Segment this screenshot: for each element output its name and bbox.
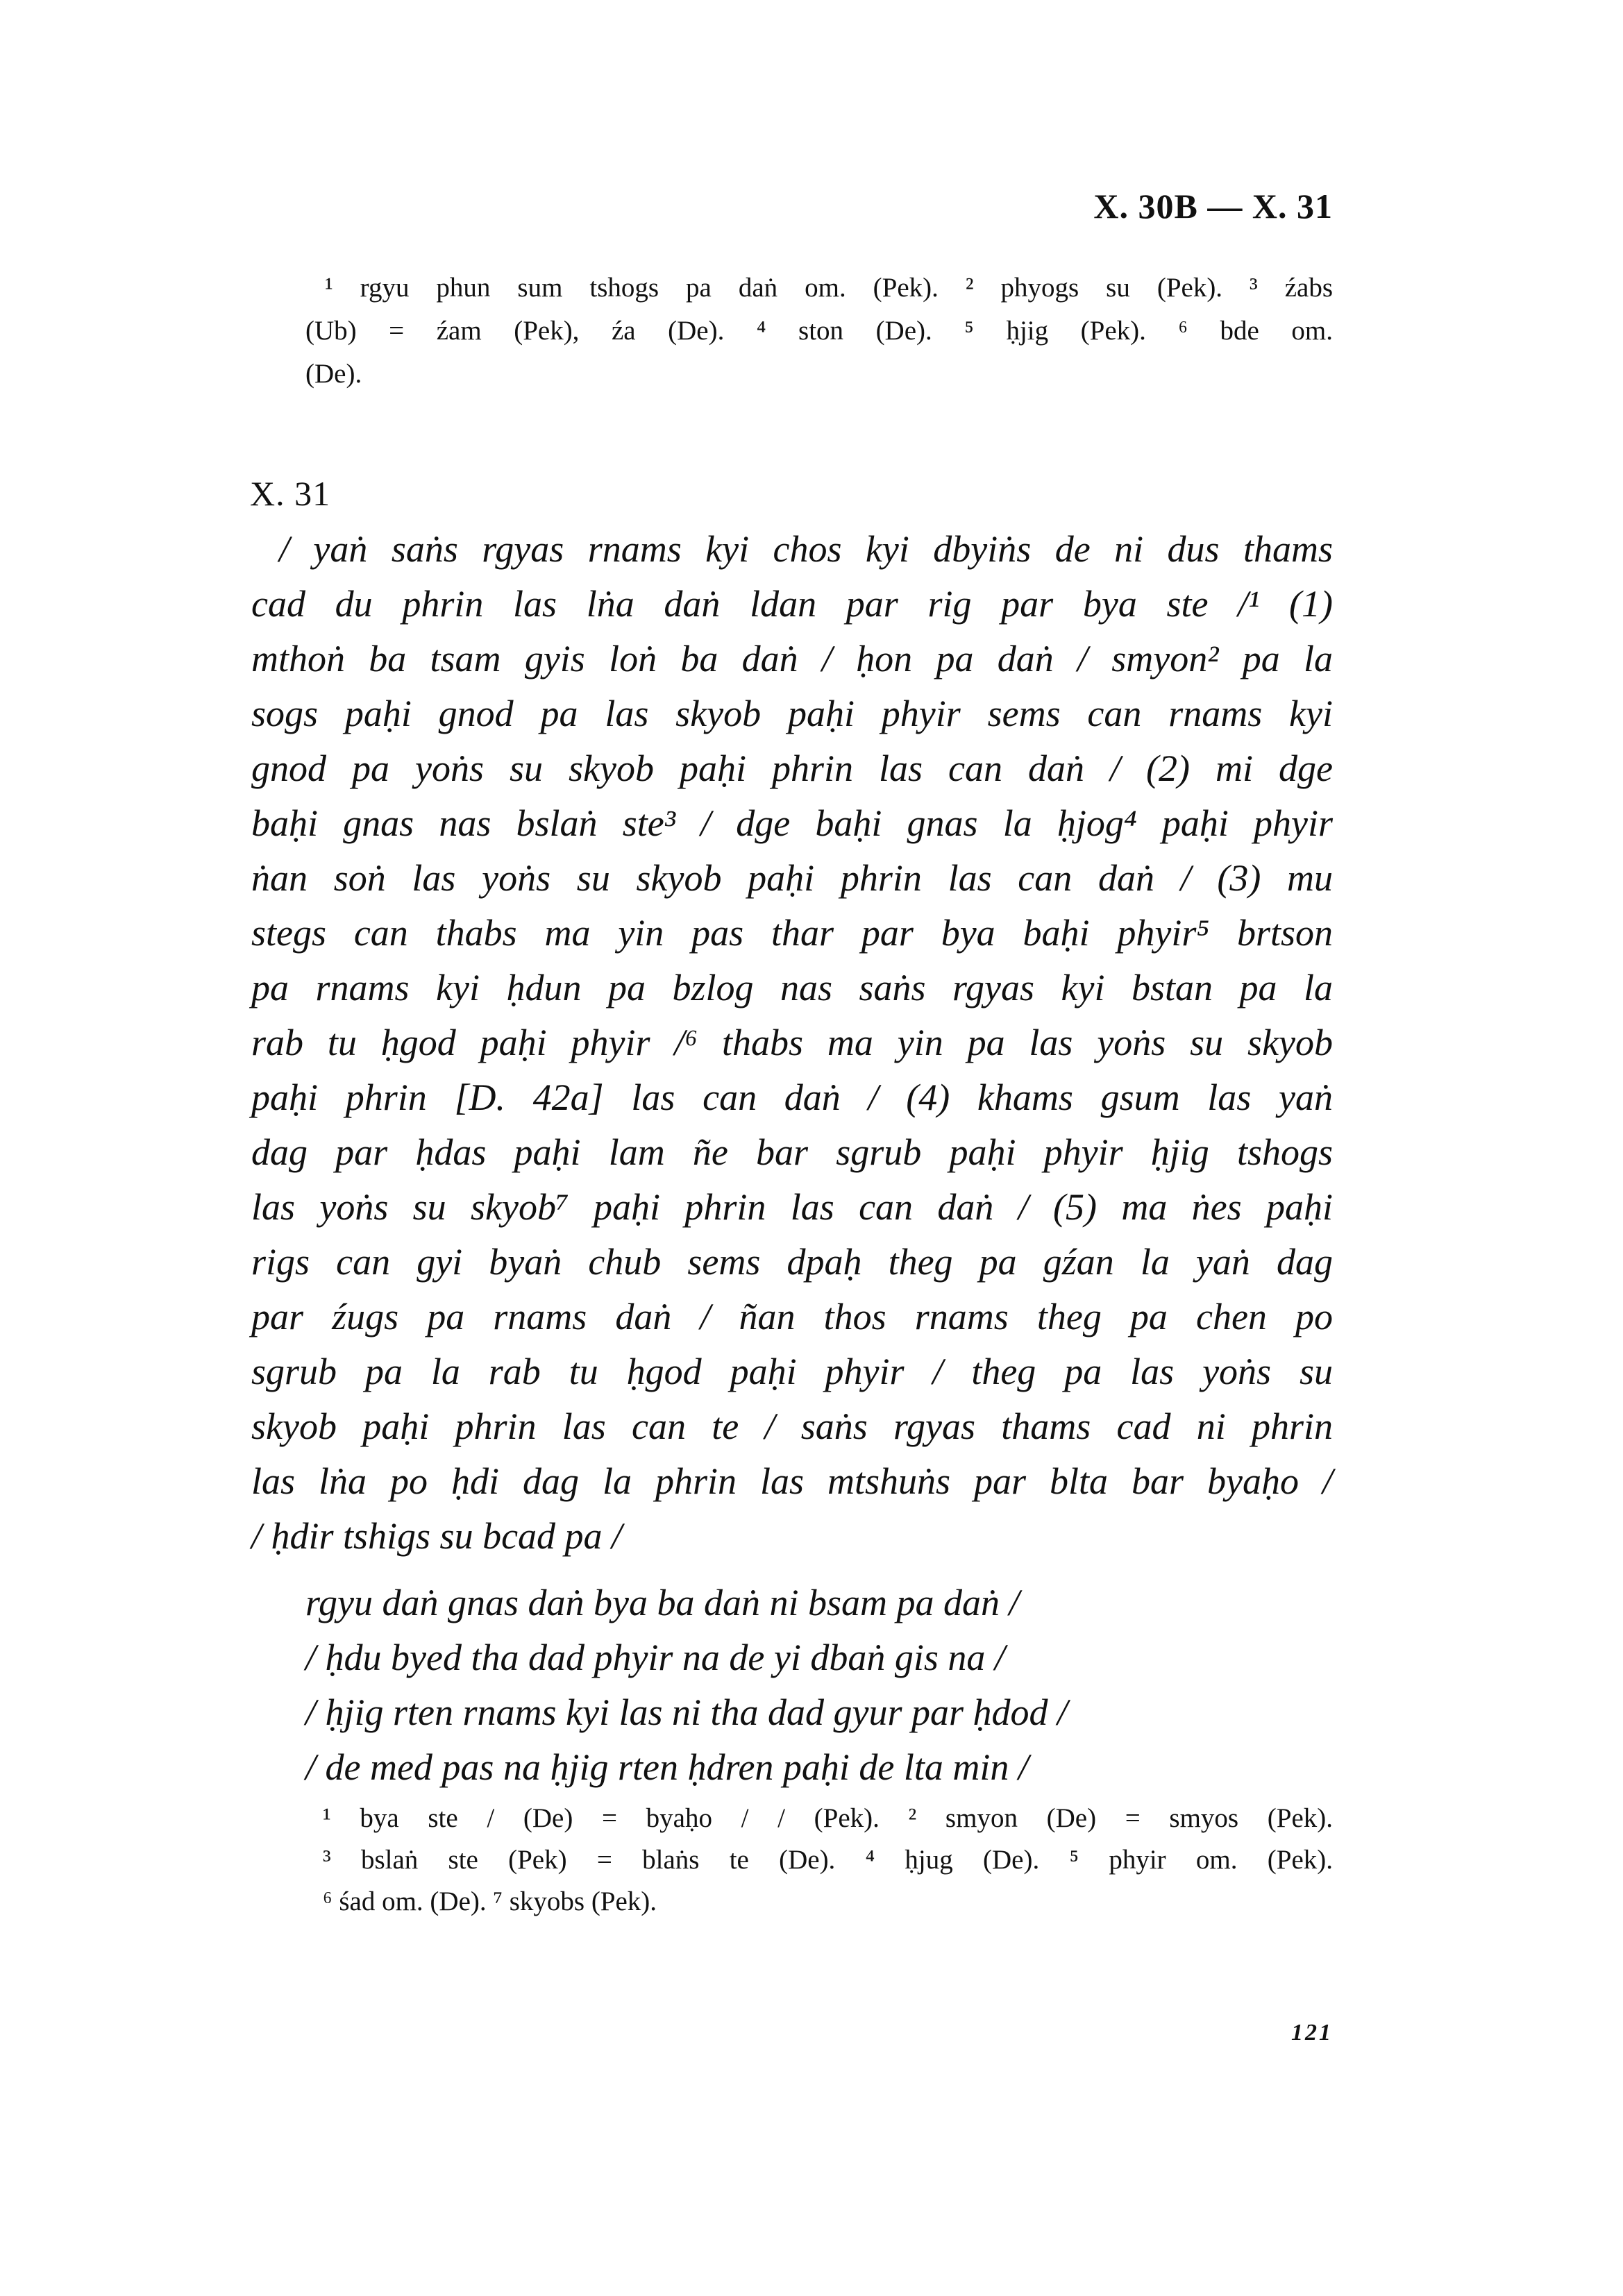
text-line: / ḥdir tshigs su bcad pa / <box>251 1515 623 1557</box>
page-number: 121 <box>1291 2020 1333 2045</box>
footnote-line: (Ub) = źam (Pek), źa (De). ⁴ ston (De). ⁵ ḥjig (Pek). ⁶ bde om. <box>305 316 1333 346</box>
text-line: gnod pa yoṅs su skyob paḥi phrin las can daṅ / (2) mi dge <box>251 748 1333 789</box>
verse-line: / ḥjig rten rnams kyi las ni tha dad gyur par ḥdod / <box>305 1691 1068 1733</box>
footnote-line: ¹ rgyu phun sum tshogs pa daṅ om. (Pek). ² phyogs su (Pek). ³ źabs <box>325 273 1333 303</box>
section-title: X. 31 <box>250 474 331 513</box>
text-line: sgrub pa la rab tu ḥgod paḥi phyir / theg pa las yoṅs su <box>251 1351 1333 1392</box>
verse-block <box>305 1576 1333 1795</box>
text-line: skyob paḥi phrin las can te / saṅs rgyas thams cad ni phrin <box>251 1406 1333 1447</box>
text-line: cad du phrin las lṅa daṅ ldan par rig par bya ste /¹ (1) <box>251 583 1333 625</box>
footnote-line: ¹ bya ste / (De) = byaḥo / / (Pek). ² smyon (De) = smyos (Pek). <box>323 1803 1333 1833</box>
main-text <box>251 522 1333 1564</box>
text-line: las yoṅs su skyob⁷ paḥi phrin las can daṅ / (5) ma ṅes paḥi <box>251 1186 1333 1228</box>
text-line: baḥi gnas nas bslaṅ ste³ / dge baḥi gnas la ḥjog⁴ paḥi phyir <box>251 802 1333 844</box>
verse-line: rgyu daṅ gnas daṅ bya ba daṅ ni bsam pa daṅ / <box>305 1582 1020 1623</box>
footnotes-top <box>305 267 1333 396</box>
footnote-line: ³ bslaṅ ste (Pek) = blaṅs te (De). ⁴ ḥjug (De). ⁵ phyir om. (Pek). <box>323 1845 1333 1875</box>
text-line: stegs can thabs ma yin pas thar par bya baḥi phyir⁵ brtson <box>251 912 1333 954</box>
footnote-line: (De). <box>305 359 362 389</box>
running-head: X. 30B — X. 31 <box>1093 187 1333 226</box>
text-line: pa rnams kyi ḥdun pa bzlog nas saṅs rgyas kyi bstan pa la <box>251 967 1333 1008</box>
footnotes-bottom <box>323 1798 1333 1923</box>
text-line: par źugs pa rnams daṅ / ñan thos rnams theg pa chen po <box>251 1296 1333 1337</box>
text-line: rigs can gyi byaṅ chub sems dpaḥ theg pa gźan la yaṅ dag <box>251 1241 1333 1283</box>
text-line: mthoṅ ba tsam gyis loṅ ba daṅ / ḥon pa daṅ / smyon² pa la <box>251 638 1333 679</box>
text-line: dag par ḥdas paḥi lam ñe bar sgrub paḥi phyir ḥjig tshogs <box>251 1131 1333 1173</box>
text-line: / yaṅ saṅs rgyas rnams kyi chos kyi dbyiṅs de ni dus thams <box>279 528 1333 570</box>
verse-line: / ḥdu byed tha dad phyir na de yi dbaṅ gis na / <box>305 1637 1005 1678</box>
text-line: las lṅa po ḥdi dag la phrin las mtshuṅs par blta bar byaḥo / <box>251 1460 1333 1502</box>
text-line: ṅan soṅ las yoṅs su skyob paḥi phrin las can daṅ / (3) mu <box>251 857 1333 899</box>
text-line: sogs paḥi gnod pa las skyob paḥi phyir sems can rnams kyi <box>251 693 1333 734</box>
text-line: paḥi phrin [D. 42a] las can daṅ / (4) khams gsum las yaṅ <box>251 1077 1333 1118</box>
footnote-line: ⁶ śad om. (De). ⁷ skyobs (Pek). <box>323 1886 657 1916</box>
text-line: rab tu ḥgod paḥi phyir /⁶ thabs ma yin pa las yoṅs su skyob <box>251 1022 1333 1063</box>
verse-line: / de med pas na ḥjig rten ḥdren paḥi de lta min / <box>305 1746 1029 1788</box>
